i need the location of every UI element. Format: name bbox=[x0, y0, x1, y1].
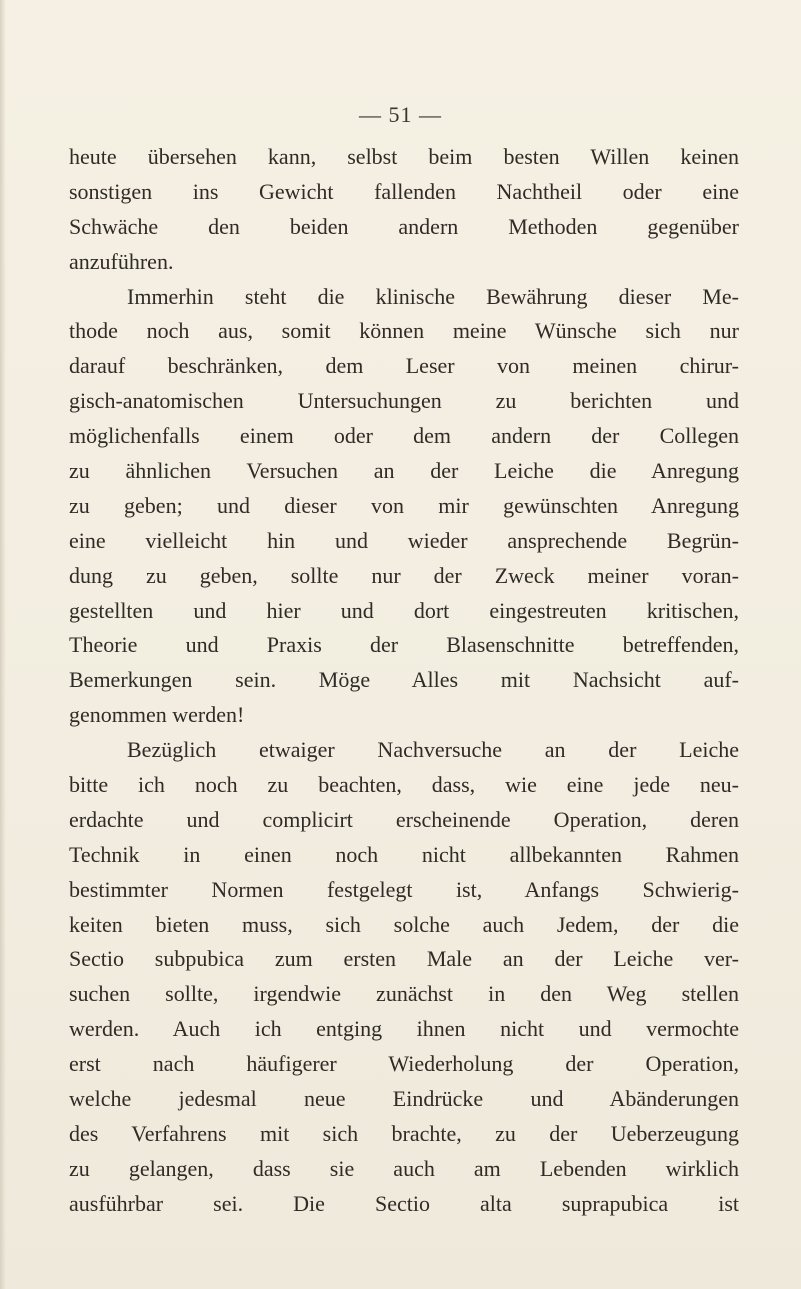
text-line: eine vielleicht hin und wieder ansprechende Begrün- bbox=[69, 527, 739, 553]
text-line: zu gelangen, dass sie auch am Lebenden wirklich bbox=[69, 1155, 739, 1181]
text-line: werden. Auch ich entging ihnen nicht und vermochte bbox=[69, 1016, 739, 1042]
text-line: gisch-anatomischen Untersuchungen zu berichten und bbox=[69, 388, 739, 414]
text-line: zu geben; und dieser von mir gewünschten Anregung bbox=[69, 492, 739, 518]
text-line: sonstigen ins Gewicht fallenden Nachtheil oder eine bbox=[69, 178, 739, 204]
text-line: dung zu geben, sollte nur der Zweck meiner voran- bbox=[69, 562, 739, 588]
text-line: bestimmter Normen festgelegt ist, Anfangs Schwierig- bbox=[69, 876, 739, 902]
text-line: Bezüglich etwaiger Nachversuche an der Leiche bbox=[127, 737, 739, 763]
page-edge-shadow bbox=[0, 0, 6, 1289]
text-line: heute übersehen kann, selbst beim besten Willen keinen bbox=[69, 144, 739, 169]
text-line: genommen werden! bbox=[69, 702, 245, 728]
text-line: thode noch aus, somit können meine Wünsche sich nur bbox=[69, 318, 739, 344]
text-line: darauf beschränken, dem Leser von meinen chirur- bbox=[69, 353, 739, 379]
text-line: Immerhin steht die klinische Bewährung dieser Me- bbox=[127, 283, 739, 309]
text-line: ausführbar sei. Die Sectio alta suprapubica ist bbox=[69, 1190, 739, 1216]
text-line: Technik in einen noch nicht allbekannten Rahmen bbox=[69, 841, 739, 867]
text-line: erdachte und complicirt erscheinende Operation, deren bbox=[69, 806, 739, 832]
text-line: suchen sollte, irgendwie zunächst in den Weg stellen bbox=[69, 981, 739, 1007]
text-line: möglichenfalls einem oder dem andern der Collegen bbox=[69, 423, 739, 449]
text-line: bitte ich noch zu beachten, dass, wie eine jede neu- bbox=[69, 772, 739, 798]
text-line: welche jedesmal neue Eindrücke und Abänderungen bbox=[69, 1086, 739, 1112]
text-line: gestellten und hier und dort eingestreuten kritischen, bbox=[69, 597, 739, 623]
text-line: erst nach häufigerer Wiederholung der Operation, bbox=[69, 1051, 739, 1077]
text-line: keiten bieten muss, sich solche auch Jedem, der die bbox=[69, 911, 739, 937]
body-text bbox=[69, 140, 739, 1222]
text-line: des Verfahrens mit sich brachte, zu der Ueberzeugung bbox=[69, 1120, 739, 1146]
text-line: Theorie und Praxis der Blasenschnitte betreffenden, bbox=[69, 632, 739, 658]
text-line: Schwäche den beiden andern Methoden gegenüber bbox=[69, 213, 739, 239]
text-line: zu ähnlichen Versuchen an der Leiche die Anregung bbox=[69, 458, 739, 484]
text-line: anzuführen. bbox=[69, 248, 174, 274]
text-line: Bemerkungen sein. Möge Alles mit Nachsicht auf- bbox=[69, 667, 739, 693]
text-line: Sectio subpubica zum ersten Male an der Leiche ver- bbox=[69, 946, 739, 972]
page-number: — 51 — bbox=[359, 102, 442, 127]
